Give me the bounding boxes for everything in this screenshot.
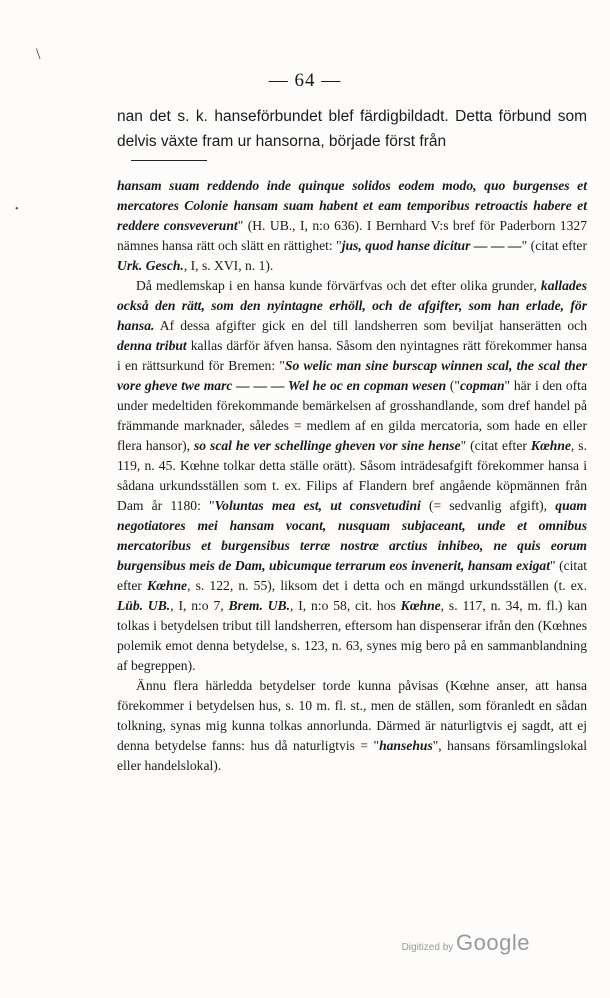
text-run: " (citat efter (117, 558, 588, 593)
text-run: kallas därför äfven hansa. Såsom den nyintagnes rätt förekommer hansa i en rättsurkund för Bremen: " (117, 338, 588, 373)
italic-run: Kœhne (400, 598, 441, 613)
text-run: , s. 122, n. 55), liksom det i detta och en mängd urkundsställen (t. ex. (187, 578, 587, 593)
margin-dot: • (15, 204, 19, 215)
italic-run: Kœhne (147, 578, 188, 593)
paragraph (117, 676, 587, 776)
italic-run: jus, quod hanse dicitur — — — (341, 238, 522, 253)
italic-run: Lüb. UB. (117, 598, 171, 613)
italic-run: so scal he ver schellinge gheven vor sine hense (194, 438, 461, 453)
margin-pencil-mark: \ (36, 46, 41, 63)
intro-text: nan det s. k. hanseförbundet blef färdigbildadt. Detta förbund som delvis växte fram ur hansorna, började först från (117, 108, 587, 150)
italic-run: Voluntas mea est, ut consvetudini (214, 498, 421, 513)
italic-run: So welic man sine burscap winnen scal, the scal ther vore gheve twe marc — — — Wel he oc en copman wesen (117, 358, 587, 393)
text-run: " här i den ofta under medeltiden förekommande bemärkelsen af grosshandlande, som dref handel på främmande marknader, således = medlem af en gilda mercatoria, som hade en eller flera hansor), (117, 378, 587, 453)
text-run: , s. 119, n. 45. Kœhne tolkar detta ställe orätt). Såsom inträdesafgift förekommer hansa i sådana urkundsställen som t. ex. Filips af Flandern bref angående köpmännen från Dam år 1180: " (117, 438, 587, 513)
text-run: " (H. UB., I, n:o 636). I Bernhard V:s bref för Paderborn 1327 nämnes hansa rätt och slätt en rättighet: " (117, 218, 587, 253)
paragraph (117, 176, 587, 276)
text-run: , I, s. XVI, n. 1). (183, 258, 274, 273)
italic-run: hansam suam reddendo inde quinque solidos eodem modo, quo burgenses et mercatores Colonie hansam suam habent et eam temporibus retroactis habere et reddere consveverunt (117, 178, 587, 233)
italic-run: quam negotiatores mei hansam vocant, nusquam subjaceant, unde et omnibus mercatoribus et burgensibus terræ nostræ arctius inhibeo, ne quis eorum burgensibus meis de Dam, ubicumque terrarum eos invenerit, hansam exigat (117, 498, 587, 573)
google-wordmark: Google (456, 930, 530, 955)
italic-run: hansehus (379, 738, 433, 753)
text-run: , s. 117, n. 34, m. fl.) kan tolkas i betydelsen tribut till landsherren, eftersom han dispenserar ifrån den (Kœhnes polemik emot denna betydelse, s. 123, n. 63, synes mig bero på en sammanblandning af begreppen). (117, 598, 587, 673)
text-run: " (citat efter (521, 238, 587, 253)
paragraph (117, 276, 587, 676)
italic-run: Brem. UB. (228, 598, 290, 613)
footnote-divider (131, 160, 207, 161)
italic-run: denna tribut (117, 338, 187, 353)
text-run: Af dessa afgifter gick en del till landsherren som beviljat hanserätten och (154, 318, 587, 333)
text-run: (= sedvanlig afgift), (420, 498, 556, 513)
italic-run: kallades också den rätt, som den nyintagne erhöll, och de afgifter, som han erlade, för hansa. (117, 278, 587, 333)
italic-run: Kœhne (530, 438, 571, 453)
italic-run: copman (459, 378, 505, 393)
text-run: , I, n:o 7, (170, 598, 229, 613)
body-text (117, 176, 587, 776)
text-run: Då medlemskap i en hansa kunde förvärfvas och det efter olika grunder, (136, 278, 541, 293)
text-run: " (citat efter (460, 438, 531, 453)
italic-run: Urk. Gesch. (117, 258, 184, 273)
page-number: — 64 — (268, 70, 342, 91)
text-run: , I, n:o 58, cit. hos (289, 598, 401, 613)
watermark-prefix: Digitized by (401, 942, 454, 953)
text-run: ", hansans församlingslokal eller handelslokal). (117, 738, 588, 773)
text-run: (" (446, 378, 460, 393)
digitized-by-google-watermark (402, 930, 530, 956)
text-run: Ännu flera härledda betydelser torde kunna påvisas (Kœhne anser, att hansa förekommer i betydelsen hus, s. 10 m. fl. st., men de ställen, som föranledt en sådan tolkning, synas mig kunna tolkas annorlunda. Därmed är naturligtvis ej sagdt, att ej denna betydelse fanns: hus då naturligtvis = " (117, 678, 587, 753)
